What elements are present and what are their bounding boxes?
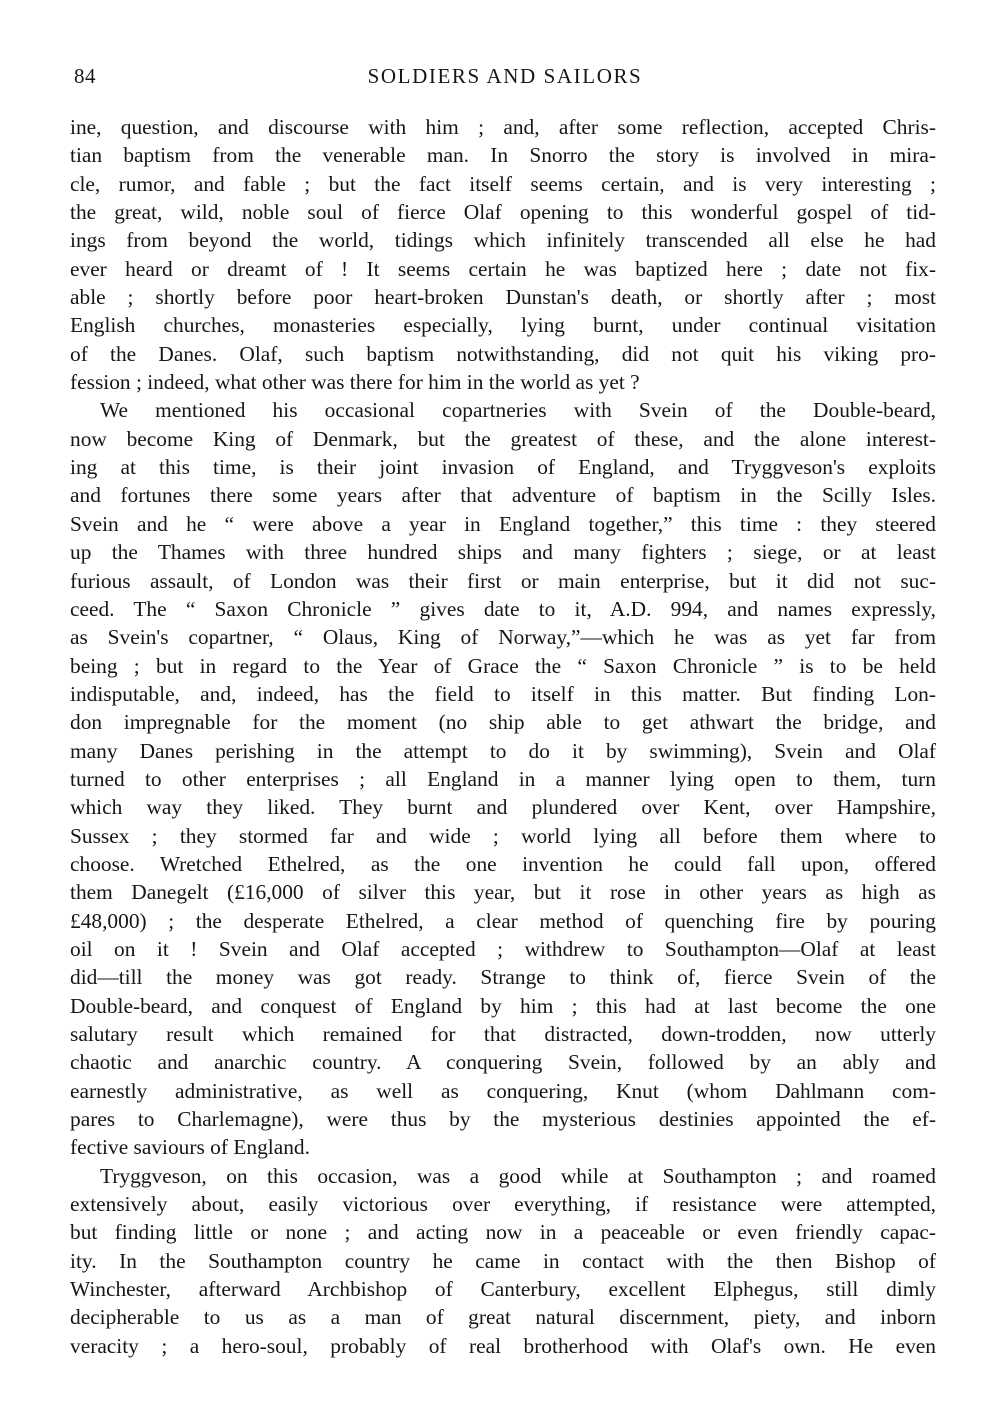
text-line: tian baptism from the venerable man. In Snorro the story is involved in mira- [70,143,936,168]
text-line: oil on it ! Svein and Olaf accepted ; withdrew to Southampton—Olaf at least [70,936,936,961]
text-line: don impregnable for the moment (no ship able to get athwart the bridge, and [70,710,936,735]
text-line: cle, rumor, and fable ; but the fact itself seems certain, and is very interesting ; [70,171,936,196]
text-line: turned to other enterprises ; all England in a manner lying open to them, turn [70,766,936,791]
text-line: the great, wild, noble soul of fierce Olaf opening to this wonderful gospel of tid- [70,200,936,225]
text-line: Double-beard, and conquest of England by him ; this had at last become the one [70,993,936,1018]
text-line: but finding little or none ; and acting now in a peaceable or even friendly capac- [70,1220,936,1245]
text-line: being ; but in regard to the Year of Grace the “ Saxon Chronicle ” is to be held [70,653,936,678]
text-line: decipherable to us as a man of great natural discernment, piety, and inborn [70,1305,936,1330]
text-line: ever heard or dreamt of ! It seems certain he was baptized here ; date not fix- [70,256,936,281]
text-line: £48,000) ; the desperate Ethelred, a clear method of quenching fire by pouring [70,908,936,933]
text-line: salutary result which remained for that distracted, down-trodden, now utterly [70,1022,936,1046]
text-line: We mentioned his occasional copartneries with Svein of the Double-beard, [100,398,936,423]
running-title: SOLDIERS AND SAILORS [367,64,643,88]
body-text [70,113,936,1360]
text-line: chaotic and anarchic country. A conquering Svein, followed by an ably and [70,1050,936,1075]
text-line: up the Thames with three hundred ships and many fighters ; siege, or at least [70,540,936,565]
page-number: 84 [74,64,96,88]
text-line: pares to Charlemagne), were thus by the mysterious destinies appointed the ef- [70,1107,936,1132]
text-line: which way they liked. They burnt and plundered over Kent, over Hampshire, [70,795,936,820]
text-line: ity. In the Southampton country he came in contact with the then Bishop of [70,1248,936,1273]
paragraph [70,113,936,396]
text-line: fession ; indeed, what other was there for him in the world as yet ? [70,370,640,395]
text-line: fective saviours of England. [70,1135,310,1160]
running-header [74,64,936,94]
text-line: now become King of Denmark, but the greatest of these, and the alone interest- [70,426,936,451]
text-line: earnestly administrative, as well as conquering, Knut (whom Dahlmann com- [70,1078,936,1103]
text-line: Sussex ; they stormed far and wide ; world lying all before them where to [70,823,936,848]
text-line: indisputable, and, indeed, has the field to itself in this matter. But finding Lon- [70,681,936,706]
paragraph [70,1162,936,1360]
text-line: as Svein's copartner, “ Olaus, King of Norway,”—which he was as yet far from [70,625,936,650]
text-line: veracity ; a hero-soul, probably of real brotherhood with Olaf's own. He even [70,1333,936,1358]
text-line: ings from beyond the world, tidings which infinitely transcended all else he had [70,228,936,253]
text-line: them Danegelt (£16,000 of silver this year, but it rose in other years as high as [70,880,936,905]
text-line: English churches, monasteries especially, lying burnt, under continual visitation [70,313,936,338]
text-line: Svein and he “ were above a year in England together,” this time : they steered [70,511,936,536]
text-line: extensively about, easily victorious over everything, if resistance were attempted, [70,1192,936,1217]
text-line: and fortunes there some years after that adventure of baptism in the Scilly Isles. [70,483,936,508]
text-line: Winchester, afterward Archbishop of Canterbury, excellent Elphegus, still dimly [70,1277,936,1302]
text-line: ing at this time, is their joint invasion of England, and Tryggveson's exploits [70,455,936,480]
text-line: many Danes perishing in the attempt to do it by swimming), Svein and Olaf [70,738,936,763]
text-line: able ; shortly before poor heart-broken Dunstan's death, or shortly after ; most [70,285,936,310]
text-line: did—till the money was got ready. Strange to think of, fierce Svein of the [70,965,936,990]
text-line: ceed. The “ Saxon Chronicle ” gives date to it, A.D. 994, and names expressly, [70,596,936,621]
text-line: ine, question, and discourse with him ; and, after some reflection, accepted Chris- [70,115,936,139]
text-line: furious assault, of London was their first or main enterprise, but it did not suc- [70,568,936,593]
text-line: choose. Wretched Ethelred, as the one invention he could fall upon, offered [70,851,936,876]
text-line: Tryggveson, on this occasion, was a good while at Southampton ; and roamed [100,1163,936,1188]
paragraph [70,396,936,1161]
text-line: of the Danes. Olaf, such baptism notwithstanding, did not quit his viking pro- [70,341,936,366]
